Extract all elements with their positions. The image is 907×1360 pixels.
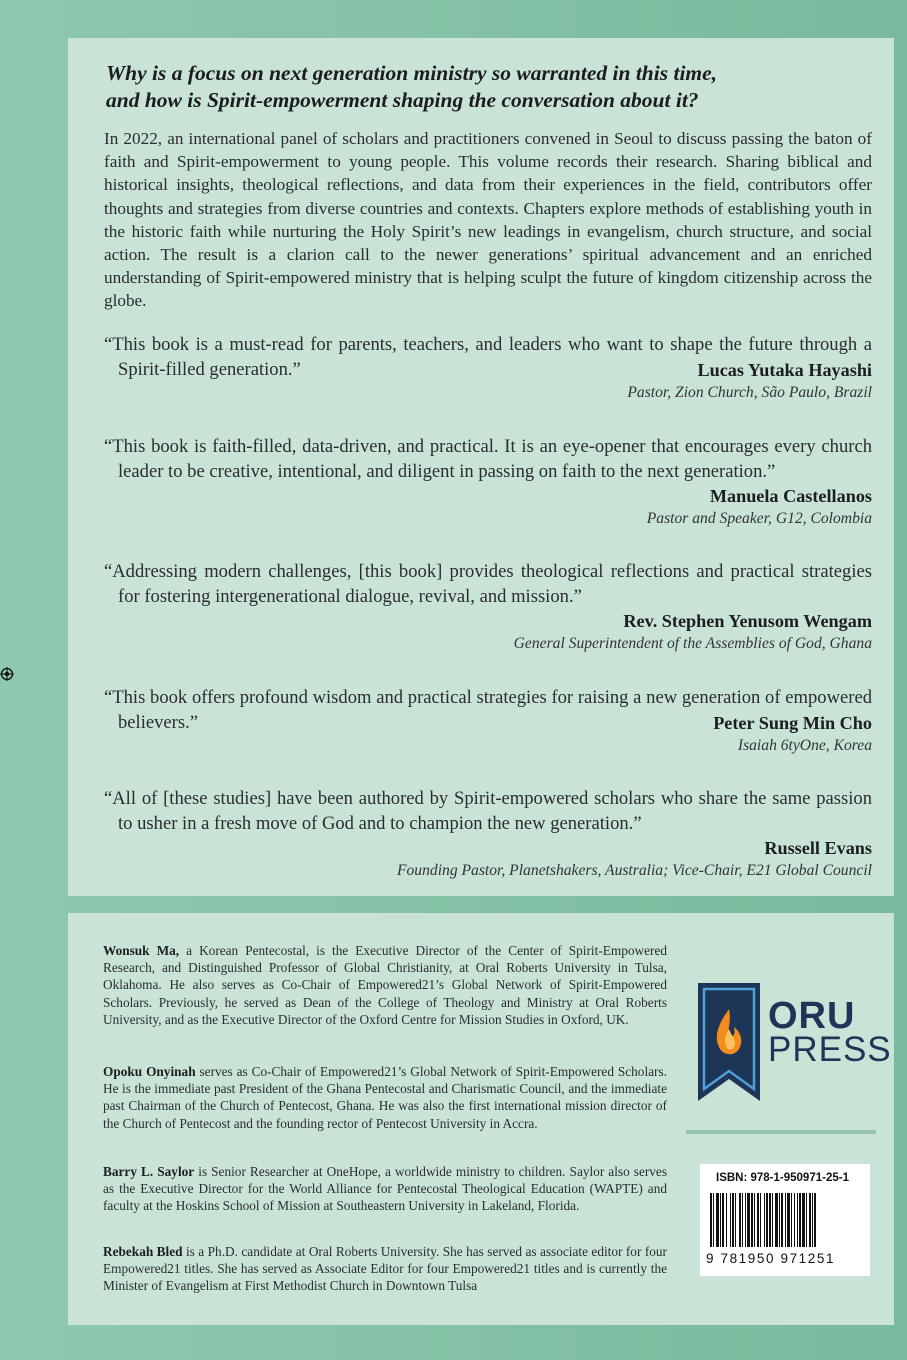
barcode-bar — [747, 1193, 750, 1247]
endorsement-quote: “This book offers profound wisdom and practical strategies for raising a new generation of empowered believers.” — [104, 687, 872, 733]
author-name: Wonsuk Ma, — [103, 943, 180, 958]
author-name: Barry L. Saylor — [103, 1164, 195, 1179]
barcode-bar — [722, 1193, 724, 1247]
endorsement — [104, 686, 872, 757]
barcode-bar — [775, 1193, 778, 1247]
barcode-bar — [791, 1193, 792, 1247]
isbn-label: ISBN: 978-1-950971-25-1 — [716, 1172, 849, 1184]
endorsement — [104, 560, 872, 655]
author-bio-text: serves as Co-Chair of Empowered21’s Global Network of Spirit-Empowered Scholars. He is the immediate past President of the Ghana Pentecostal and Charismatic Council, and the immediate past Chairman of the Church of Pentecost, Ghana. He was also the first international mission director of the Church of Pentecost and the founding rector of Pentecost University in Accra. — [103, 1064, 667, 1131]
question-line-1: Why is a focus on next generation ministry so warranted in this time, — [106, 61, 718, 85]
barcode-bar — [764, 1193, 765, 1247]
barcode-bar — [720, 1193, 721, 1247]
barcode-bar — [785, 1193, 786, 1247]
barcode-bar — [726, 1193, 727, 1247]
barcode-bar — [754, 1193, 755, 1247]
barcode-bar — [732, 1193, 734, 1247]
endorsement — [104, 435, 872, 530]
barcode-bar — [739, 1193, 741, 1247]
book-description: In 2022, an international panel of scholars and practitioners convened in Seoul to discuss passing the baton of faith and Spirit-empowerment to young people. This volume records their research. Sharing biblical and historical insights, theological reflections, and data from their experiences in the field, contributors offer thoughts and strategies from diverse countries and contexts. Chapters explore methods of establishing youth in the historic faith while nurturing the Holy Spirit’s new leadings in evangelism, church structure, and social action. The result is a clarion call to the newer generations’ spiritual advancement and an enriched understanding of Spirit-empowered ministry that is helping sculpt the future of kingdom citizenship across the globe. — [104, 129, 872, 311]
author-bio-text: is a Ph.D. candidate at Oral Roberts University. She has served as associate editor for four Empowered21 titles. She has served as Associate Editor for four Empowered21 titles and is currently the Minister of Evangelism at First Methodist Church in Downtown Tulsa — [103, 1244, 667, 1294]
question-line-2: and how is Spirit-empowerment shaping the conversation about it? — [106, 88, 699, 112]
back-cover-question — [106, 60, 876, 114]
barcode — [704, 1193, 866, 1251]
author-bio — [103, 1063, 667, 1132]
endorsement-quote: “This book is faith-filled, data-driven, and practical. It is an eye-opener that encourages every church leader to be creative, intentional, and diligent in passing on faith to the next generation.” — [104, 436, 872, 482]
barcode-digits: 9 781950 971251 — [706, 1251, 836, 1266]
barcode-bar — [809, 1193, 811, 1247]
barcode-bar — [757, 1193, 759, 1247]
publisher-logo-line-2: PRESS — [768, 1030, 892, 1069]
endorser-name: Russell Evans — [764, 838, 872, 858]
barcode-bar — [730, 1193, 731, 1247]
author-bio — [103, 942, 667, 1028]
barcode-bar — [760, 1193, 761, 1247]
endorser-role: Isaiah 6tyOne, Korea — [737, 737, 872, 754]
endorser-role: Founding Pastor, Planetshakers, Australia; Vice-Chair, E21 Global Council — [396, 862, 872, 879]
barcode-bar — [797, 1193, 798, 1247]
endorser-role: Pastor, Zion Church, São Paulo, Brazil — [627, 384, 872, 401]
barcode-bar — [769, 1193, 771, 1247]
author-name: Rebekah Bled — [103, 1244, 183, 1259]
barcode-bar — [812, 1193, 813, 1247]
endorsement-quote: “Addressing modern challenges, [this book] provides theological reflections and practical strategies for fostering intergenerational dialogue, revival, and mission.” — [104, 561, 872, 607]
divider — [686, 1130, 876, 1134]
barcode-bar — [735, 1193, 736, 1247]
author-bio-text: is Senior Researcher at OneHope, a worldwide ministry to children. Saylor also serves as the Executive Director for the World Alliance for Pentecostal Theological Education (WAPTE) and faculty at the Hoskins School of Mission at Southeastern University in Lakeland, Florida. — [103, 1164, 667, 1214]
barcode-bar — [716, 1193, 719, 1247]
author-bio-text: a Korean Pentecostal, is the Executive Director of the Center of Spirit-Empowered Research, and Distinguished Professor of Global Christianity, at Oral Roberts University in Tulsa, Oklahoma. He also serves as Co-Chair of Empowered21’s Global Network of Spirit-Empowered Scholars. Previously, he served as Dean of the College of Theology and Ministry at Oral Roberts University, and as the Executive Director of the Oxford Centre for Mission Studies in Oxford, UK. — [103, 943, 667, 1027]
barcode-bar — [787, 1193, 790, 1247]
barcode-bar — [713, 1193, 714, 1247]
endorser-name: Manuela Castellanos — [709, 486, 872, 506]
barcode-bar — [806, 1193, 807, 1247]
barcode-bar — [710, 1193, 712, 1247]
endorser-name: Lucas Yutaka Hayashi — [697, 360, 872, 380]
barcode-bar — [814, 1193, 816, 1247]
barcode-bar — [742, 1193, 743, 1247]
barcode-bar — [772, 1193, 773, 1247]
endorsement — [104, 787, 872, 882]
author-bio — [103, 1163, 667, 1215]
endorsement-quote: “This book is a must-read for parents, teachers, and leaders who want to shape the future through a Spirit-filled generation.” — [104, 334, 872, 380]
endorsement-quote: “All of [these studies] have been authored by Spirit-empowered scholars who share the same passion to usher in a fresh move of God and to champion the new generation.” — [104, 788, 872, 834]
barcode-bar — [751, 1193, 753, 1247]
barcode-bar — [745, 1193, 746, 1247]
endorser-name: Rev. Stephen Yenusom Wengam — [623, 611, 872, 631]
registration-mark-icon — [0, 667, 14, 681]
barcode-bar — [794, 1193, 795, 1247]
endorser-role: General Superintendent of the Assemblies of God, Ghana — [513, 635, 872, 652]
publisher-logo-line-1: ORU — [768, 995, 856, 1037]
barcode-bar — [781, 1193, 783, 1247]
author-name: Opoku Onyinah — [103, 1064, 196, 1079]
author-bio — [103, 1243, 667, 1295]
barcode-bar — [802, 1193, 805, 1247]
endorser-name: Peter Sung Min Cho — [713, 713, 872, 733]
endorser-role: Pastor and Speaker, G12, Colombia — [646, 510, 872, 527]
barcode-bar — [766, 1193, 768, 1247]
barcode-bar — [779, 1193, 780, 1247]
endorsement — [104, 333, 872, 404]
barcode-bar — [799, 1193, 801, 1247]
